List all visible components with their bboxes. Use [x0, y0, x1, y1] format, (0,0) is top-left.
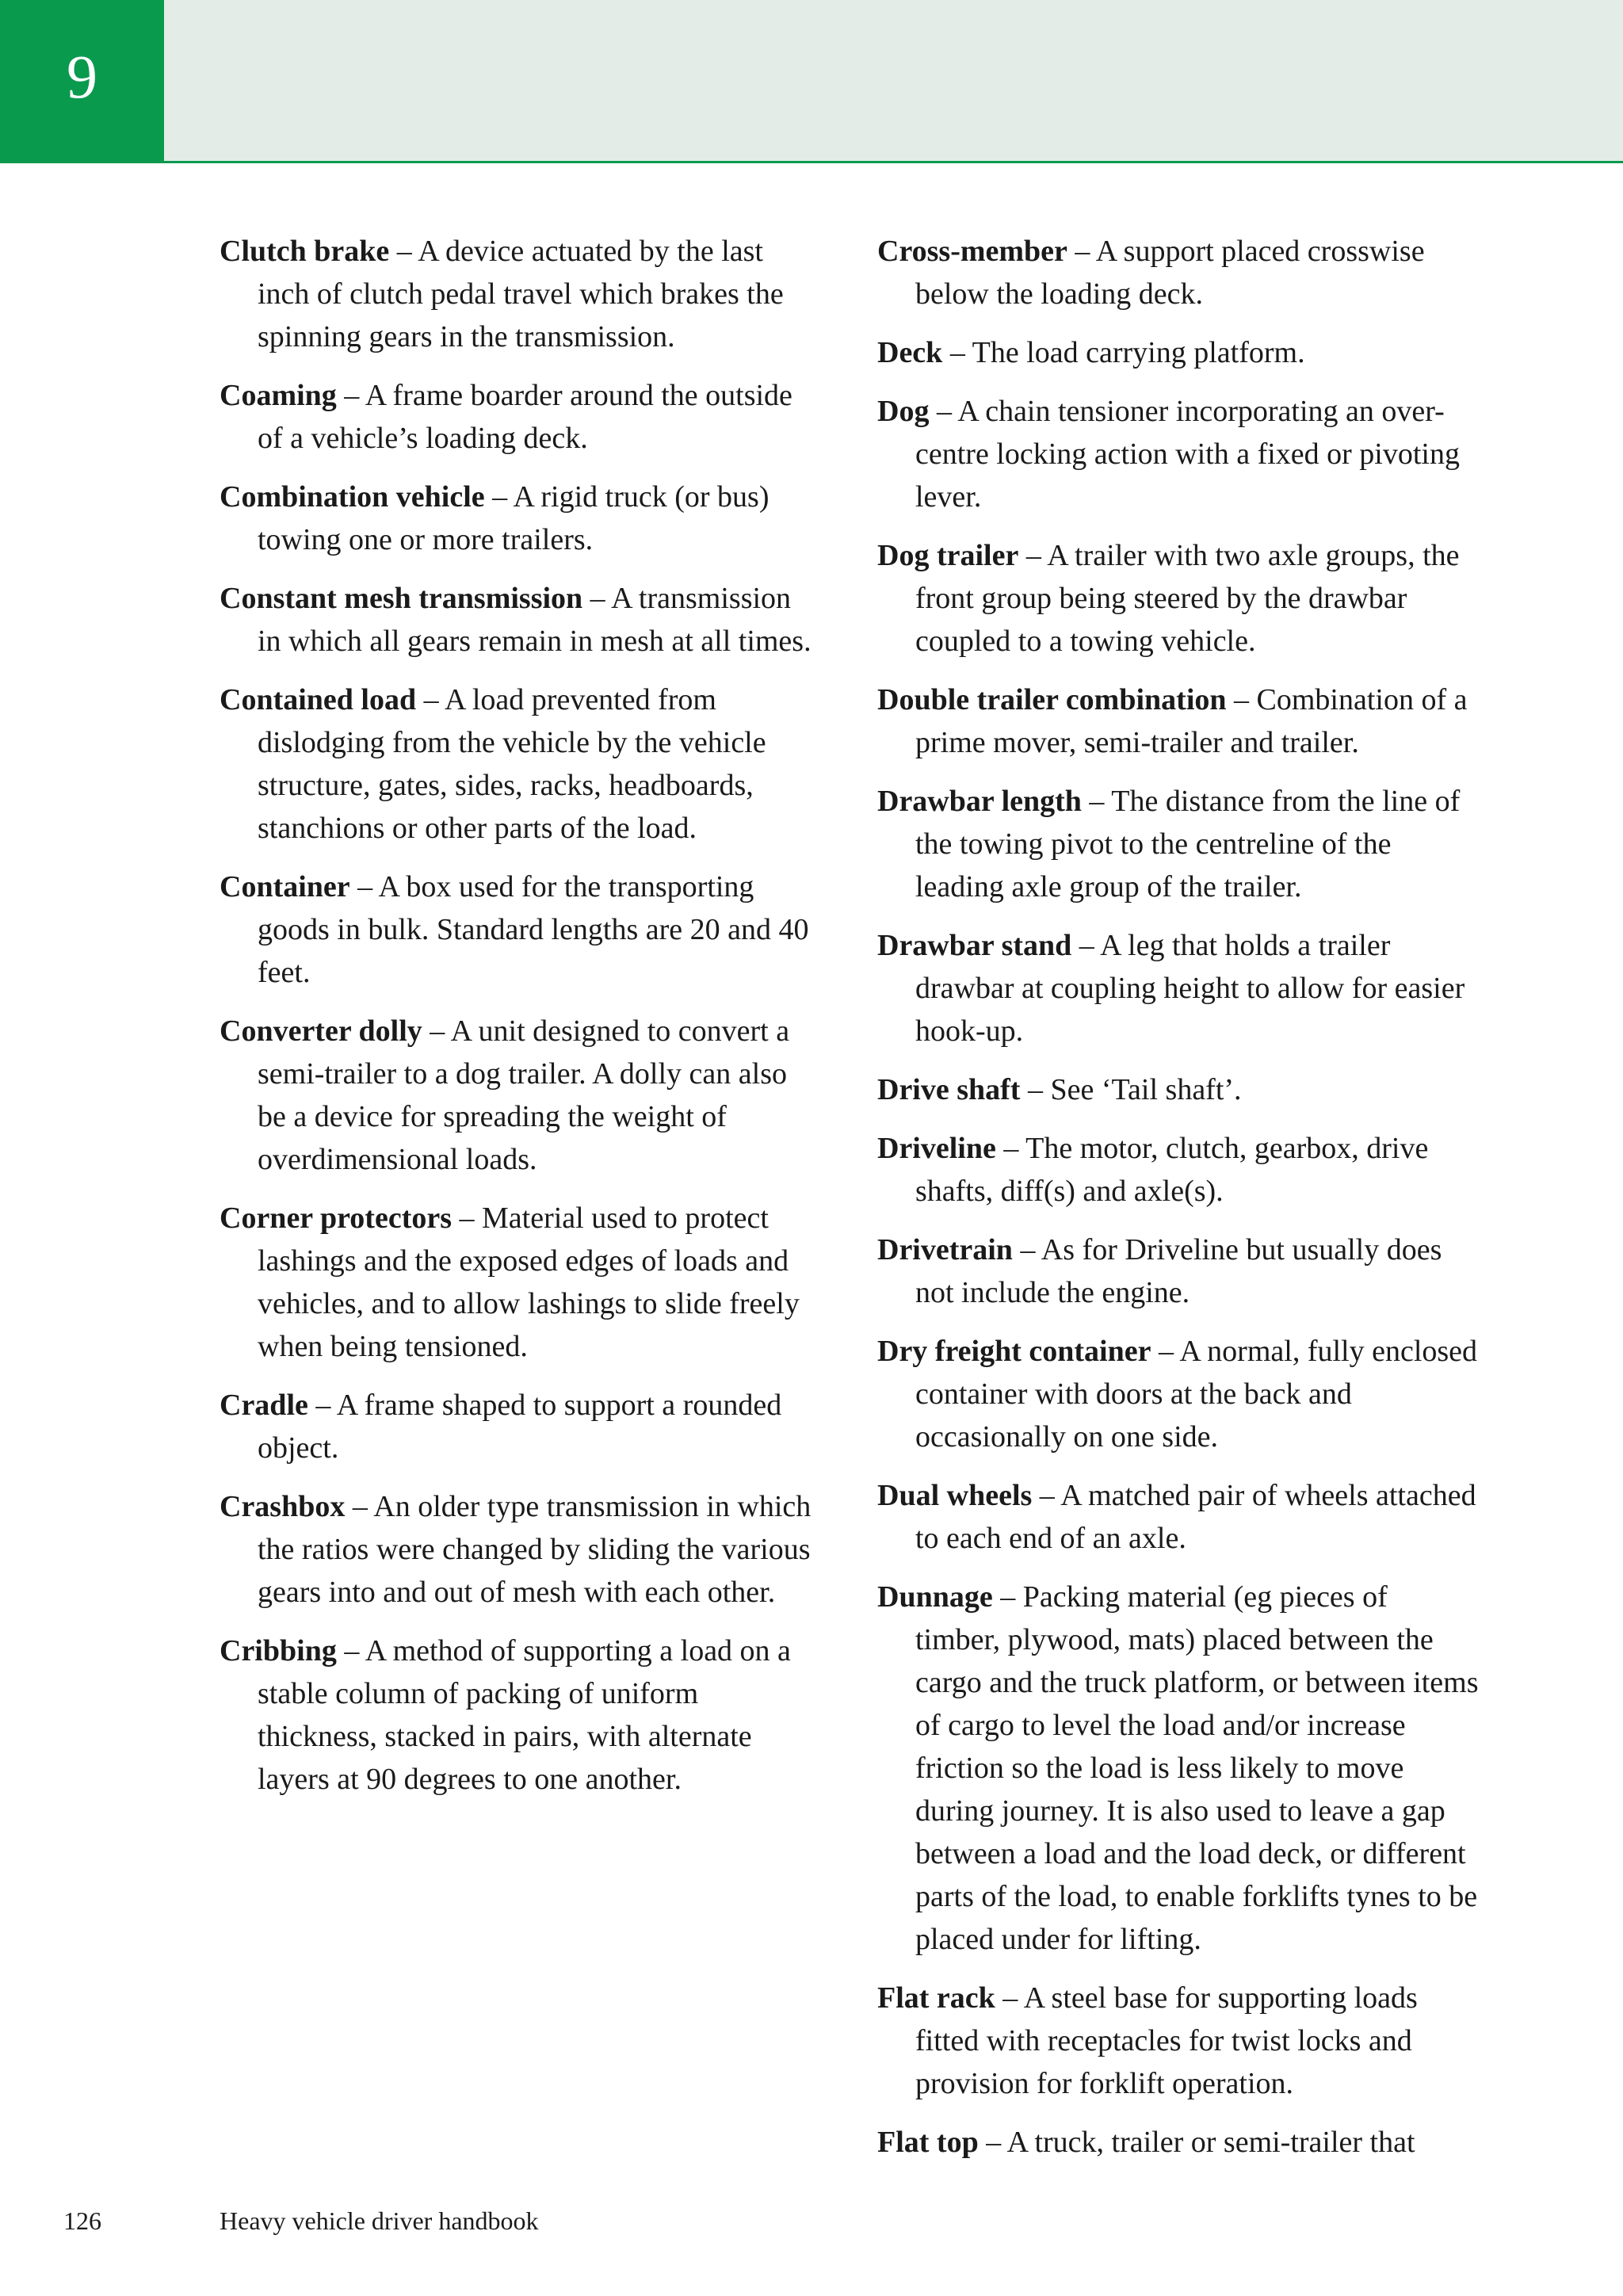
glossary-definition: – A frame boarder around the outside of a vehicle’s loading deck.	[258, 379, 792, 455]
glossary-definition: – The motor, clutch, gearbox, drive shafts, diff(s) and axle(s).	[915, 1132, 1429, 1208]
glossary-definition: – A frame shaped to support a rounded object.	[258, 1389, 782, 1465]
glossary-definition: – A leg that holds a trailer drawbar at coupling height to allow for easier hook-up.	[915, 929, 1465, 1048]
glossary-definition: – A matched pair of wheels attached to each end of an axle.	[915, 1479, 1476, 1555]
glossary-definition: – See ‘Tail shaft’.	[1020, 1073, 1242, 1106]
glossary-entry	[220, 476, 822, 561]
glossary-column-left	[220, 230, 822, 1817]
glossary-term: Drawbar length	[877, 785, 1082, 818]
glossary-term: Container	[220, 870, 350, 904]
header-band	[0, 0, 1623, 163]
glossary-term: Cradle	[220, 1389, 308, 1422]
glossary-term: Corner protectors	[220, 1201, 452, 1235]
glossary-entry	[220, 230, 822, 358]
glossary-entry	[877, 780, 1480, 908]
glossary-term: Coaming	[220, 379, 337, 412]
glossary-entry	[220, 1485, 822, 1614]
glossary-definition: – A unit designed to convert a semi-trailer to a dog trailer. A dolly can also be a device for spreading the weight of overdimensional loads.	[258, 1014, 790, 1176]
glossary-entry	[877, 390, 1480, 518]
glossary-entry	[877, 1977, 1480, 2105]
glossary-definition: – A steel base for supporting loads fitted with receptacles for twist locks and provision for forklift operation.	[915, 1981, 1418, 2100]
glossary-entry	[220, 865, 822, 994]
glossary-term: Deck	[877, 336, 943, 369]
glossary-term: Contained load	[220, 683, 417, 716]
book-title: Heavy vehicle driver handbook	[220, 2206, 539, 2235]
glossary-entry	[877, 1330, 1480, 1458]
glossary-definition: – A chain tensioner incorporating an over-centre locking action with a fixed or pivoting lever.	[915, 395, 1460, 514]
glossary-entry	[220, 1010, 822, 1181]
glossary-entry	[220, 1197, 822, 1368]
glossary-definition: – An older type transmission in which the ratios were changed by sliding the various gears into and out of mesh with each other.	[258, 1490, 812, 1609]
glossary-definition: – Packing material (eg pieces of timber, plywood, mats) placed between the cargo and the truck platform, or between items of cargo to level the load and/or increase friction so the load is less likely to move during journey. It is also used to leave a gap between a load and the load deck, or different parts of the load, to enable forklifts tynes to be placed under for lifting.	[915, 1580, 1479, 1956]
page-number: 126	[63, 2206, 101, 2235]
glossary-entry	[877, 1474, 1480, 1560]
glossary-definition: – The load carrying platform.	[942, 336, 1305, 369]
glossary-entry	[877, 230, 1480, 315]
glossary-entry	[220, 577, 822, 663]
glossary-term: Dog trailer	[877, 539, 1019, 572]
glossary-term: Dry freight container	[877, 1335, 1151, 1368]
glossary-term: Dog	[877, 395, 930, 428]
glossary-entry	[877, 331, 1480, 374]
glossary-column-right	[877, 230, 1480, 2179]
glossary-definition: – A transmission in which all gears remain in mesh at all times.	[258, 582, 812, 658]
glossary-entry	[877, 1127, 1480, 1213]
glossary-definition: – A load prevented from dislodging from the vehicle by the vehicle structure, gates, sides, racks, headboards, stanchions or other parts of the load.	[258, 683, 766, 845]
glossary-entry	[877, 534, 1480, 663]
glossary-entry	[220, 374, 822, 460]
glossary-definition: – As for Driveline but usually does not include the engine.	[915, 1233, 1442, 1309]
glossary-term: Clutch brake	[220, 235, 390, 268]
glossary-definition: – A normal, fully enclosed container with doors at the back and occasionally on one side.	[915, 1335, 1478, 1454]
glossary-term: Constant mesh transmission	[220, 582, 583, 615]
glossary-definition: – A rigid truck (or bus) towing one or more trailers.	[258, 480, 769, 556]
glossary-entry	[220, 1384, 822, 1469]
glossary-definition: – A truck, trailer or semi-trailer that	[978, 2126, 1415, 2159]
glossary-definition: – A device actuated by the last inch of clutch pedal travel which brakes the spinning gears in the transmission.	[258, 235, 784, 353]
glossary-entry	[220, 678, 822, 850]
glossary-entry	[877, 1228, 1480, 1314]
glossary-definition: – Material used to protect lashings and the exposed edges of loads and vehicles, and to allow lashings to slide freely when being tensioned.	[258, 1201, 800, 1363]
glossary-term: Combination vehicle	[220, 480, 485, 514]
glossary-entry	[220, 1629, 822, 1801]
glossary-term: Flat rack	[877, 1981, 995, 2015]
glossary-term: Drive shaft	[877, 1073, 1021, 1106]
glossary-term: Crashbox	[220, 1490, 346, 1523]
glossary-definition: – Combination of a prime mover, semi-trailer and trailer.	[915, 683, 1468, 759]
glossary-term: Drawbar stand	[877, 929, 1072, 962]
glossary-term: Dunnage	[877, 1580, 993, 1614]
chapter-number: 9	[0, 0, 164, 163]
glossary-term: Drivetrain	[877, 1233, 1013, 1266]
glossary-entry	[877, 1576, 1480, 1961]
glossary-term: Converter dolly	[220, 1014, 422, 1048]
glossary-entry	[877, 678, 1480, 764]
glossary-entry	[877, 2121, 1480, 2164]
glossary-entry	[877, 924, 1480, 1052]
glossary-term: Flat top	[877, 2126, 979, 2159]
glossary-term: Driveline	[877, 1132, 996, 1165]
glossary-term: Double trailer combination	[877, 683, 1227, 716]
glossary-entry	[877, 1068, 1480, 1111]
glossary-definition: – A box used for the transporting goods in bulk. Standard lengths are 20 and 40 feet.	[258, 870, 809, 989]
glossary-term: Dual wheels	[877, 1479, 1033, 1512]
glossary-definition: – A method of supporting a load on a stable column of packing of uniform thickness, stacked in pairs, with alternate layers at 90 degrees to one another.	[258, 1634, 791, 1796]
glossary-term: Cross-member	[877, 235, 1067, 268]
glossary-definition: – The distance from the line of the towing pivot to the centreline of the leading axle group of the trailer.	[915, 785, 1461, 904]
glossary-term: Cribbing	[220, 1634, 337, 1668]
glossary-definition: – A trailer with two axle groups, the front group being steered by the drawbar coupled to a towing vehicle.	[915, 539, 1460, 658]
glossary-definition: – A support placed crosswise below the loading deck.	[915, 235, 1425, 311]
